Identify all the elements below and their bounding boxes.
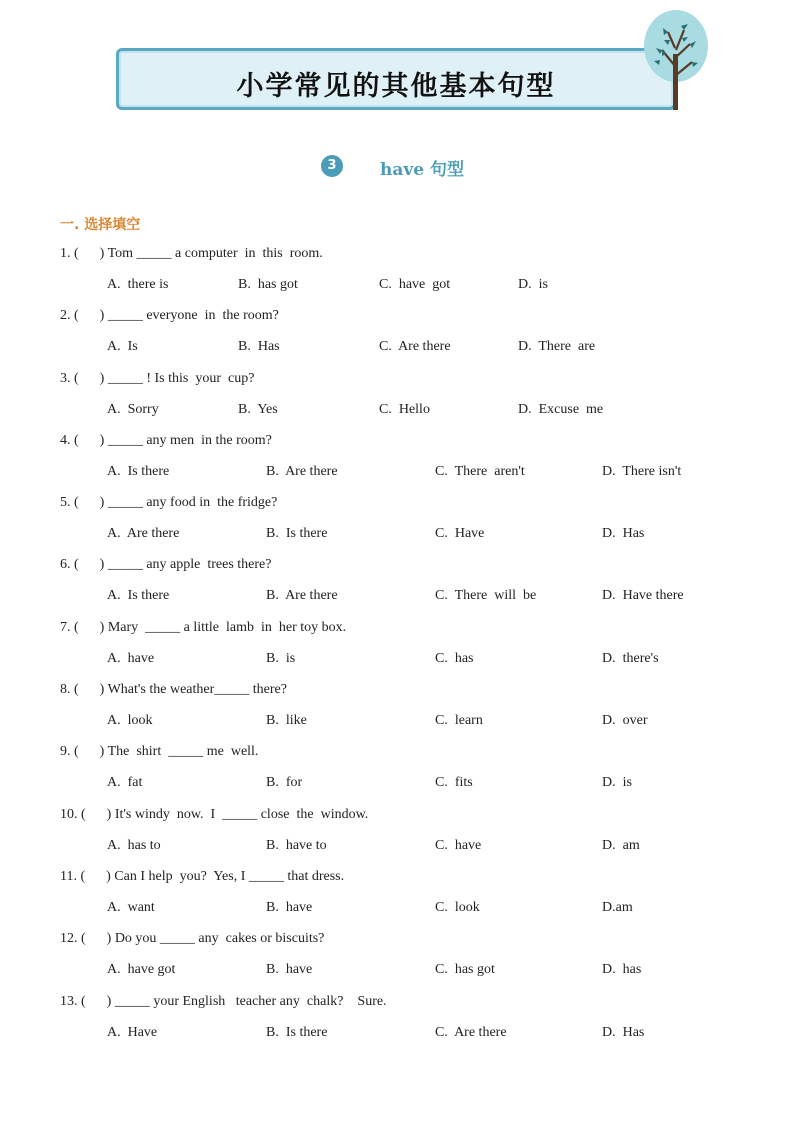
question-option: A. fat (107, 775, 143, 791)
question-option: A. have (107, 650, 155, 666)
question-option: D. over (602, 713, 648, 729)
question-option: D. am (602, 837, 640, 853)
question-option: D.am (602, 899, 633, 915)
tree-icon (640, 6, 712, 110)
question-item (0, 306, 794, 368)
question-item (0, 992, 794, 1054)
question-option: A. want (107, 899, 155, 915)
question-option: C. fits (435, 775, 473, 791)
question-stem: 4. ( ) _____ any men in the room? (60, 432, 272, 448)
question-stem: 6. ( ) _____ any apple trees there? (60, 557, 272, 573)
question-stem: 12. ( ) Do you _____ any cakes or biscuits? (60, 931, 325, 947)
question-option: B. has got (238, 277, 298, 292)
question-stem: 8. ( ) What's the weather_____ there? (60, 682, 287, 698)
question-stem: 9. ( ) The shirt _____ me well. (60, 744, 259, 760)
part-title: 一. 选择填空 (60, 217, 141, 233)
question-stem: 11. ( ) Can I help you? Yes, I _____ that dress. (60, 868, 345, 884)
question-stem: 3. ( ) _____ ! Is this your cup? (60, 370, 255, 386)
section-title: have 句型 (380, 160, 464, 180)
question-option: D. There isn't (602, 463, 682, 479)
question-option: B. have (266, 962, 313, 978)
question-item (0, 431, 794, 493)
question-option: C. Hello (379, 401, 430, 417)
question-option: A. have got (107, 962, 176, 978)
question-option: A. has to (107, 837, 161, 853)
question-option: D. Has (602, 526, 645, 542)
question-option: C. Are there (435, 1024, 507, 1040)
question-item (0, 805, 794, 867)
question-option: A. Is (107, 339, 138, 355)
question-option: D. Have there (602, 588, 684, 604)
section-number-badge: 3 (321, 155, 343, 177)
title-banner (116, 48, 676, 110)
question-option: A. Are there (107, 526, 180, 542)
question-item (0, 493, 794, 555)
question-list (0, 244, 794, 1054)
question-stem: 5. ( ) _____ any food in the fridge? (60, 495, 278, 511)
question-item (0, 618, 794, 680)
question-option: C. Are there (379, 339, 451, 355)
question-stem: 2. ( ) _____ everyone in the room? (60, 308, 279, 324)
question-item (0, 929, 794, 991)
question-option: B. Are there (266, 463, 338, 479)
question-option: A. there is (107, 277, 169, 292)
question-item (0, 369, 794, 431)
question-option: C. learn (435, 713, 483, 729)
question-option: B. Is there (266, 1024, 328, 1040)
question-option: C. There aren't (435, 463, 525, 479)
question-option: C. has (435, 650, 474, 666)
question-option: B. have (266, 899, 313, 915)
question-item (0, 555, 794, 617)
question-option: D. is (518, 277, 548, 292)
question-option: D. There are (518, 339, 596, 355)
question-option: D. there's (602, 650, 659, 666)
question-option: B. Yes (238, 401, 278, 417)
question-option: D. is (602, 775, 632, 791)
question-option: C. Have (435, 526, 485, 542)
question-item (0, 867, 794, 929)
page-title: 小学常见的其他基本句型 (236, 71, 556, 102)
question-option: C. have (435, 837, 482, 853)
question-option: A. Is there (107, 463, 170, 479)
question-option: A. Sorry (107, 401, 159, 417)
question-option: B. is (266, 650, 296, 666)
question-item (0, 244, 794, 306)
question-option: B. Has (238, 339, 280, 355)
question-option: A. Have (107, 1024, 158, 1040)
question-item (0, 680, 794, 742)
question-option: C. has got (435, 962, 495, 978)
question-stem: 7. ( ) Mary _____ a little lamb in her toy box. (60, 619, 347, 635)
question-option: B. Are there (266, 588, 338, 604)
question-option: C. look (435, 899, 480, 915)
question-option: A. Is there (107, 588, 170, 604)
question-option: C. have got (379, 277, 451, 292)
question-option: D. Excuse me (518, 401, 604, 417)
question-option: B. have to (266, 837, 327, 853)
question-option: D. Has (602, 1024, 645, 1040)
question-option: B. Is there (266, 526, 328, 542)
question-option: C. There will be (435, 588, 537, 604)
question-item (0, 742, 794, 804)
question-stem: 10. ( ) It's windy now. I _____ close the window. (60, 806, 369, 822)
question-option: B. like (266, 713, 307, 729)
question-stem: 13. ( ) _____ your English teacher any chalk? Sure. (60, 993, 387, 1009)
question-stem: 1. ( ) Tom _____ a computer in this room. (60, 246, 323, 261)
question-option: D. has (602, 962, 642, 978)
question-option: A. look (107, 713, 153, 729)
question-option: B. for (266, 775, 303, 791)
